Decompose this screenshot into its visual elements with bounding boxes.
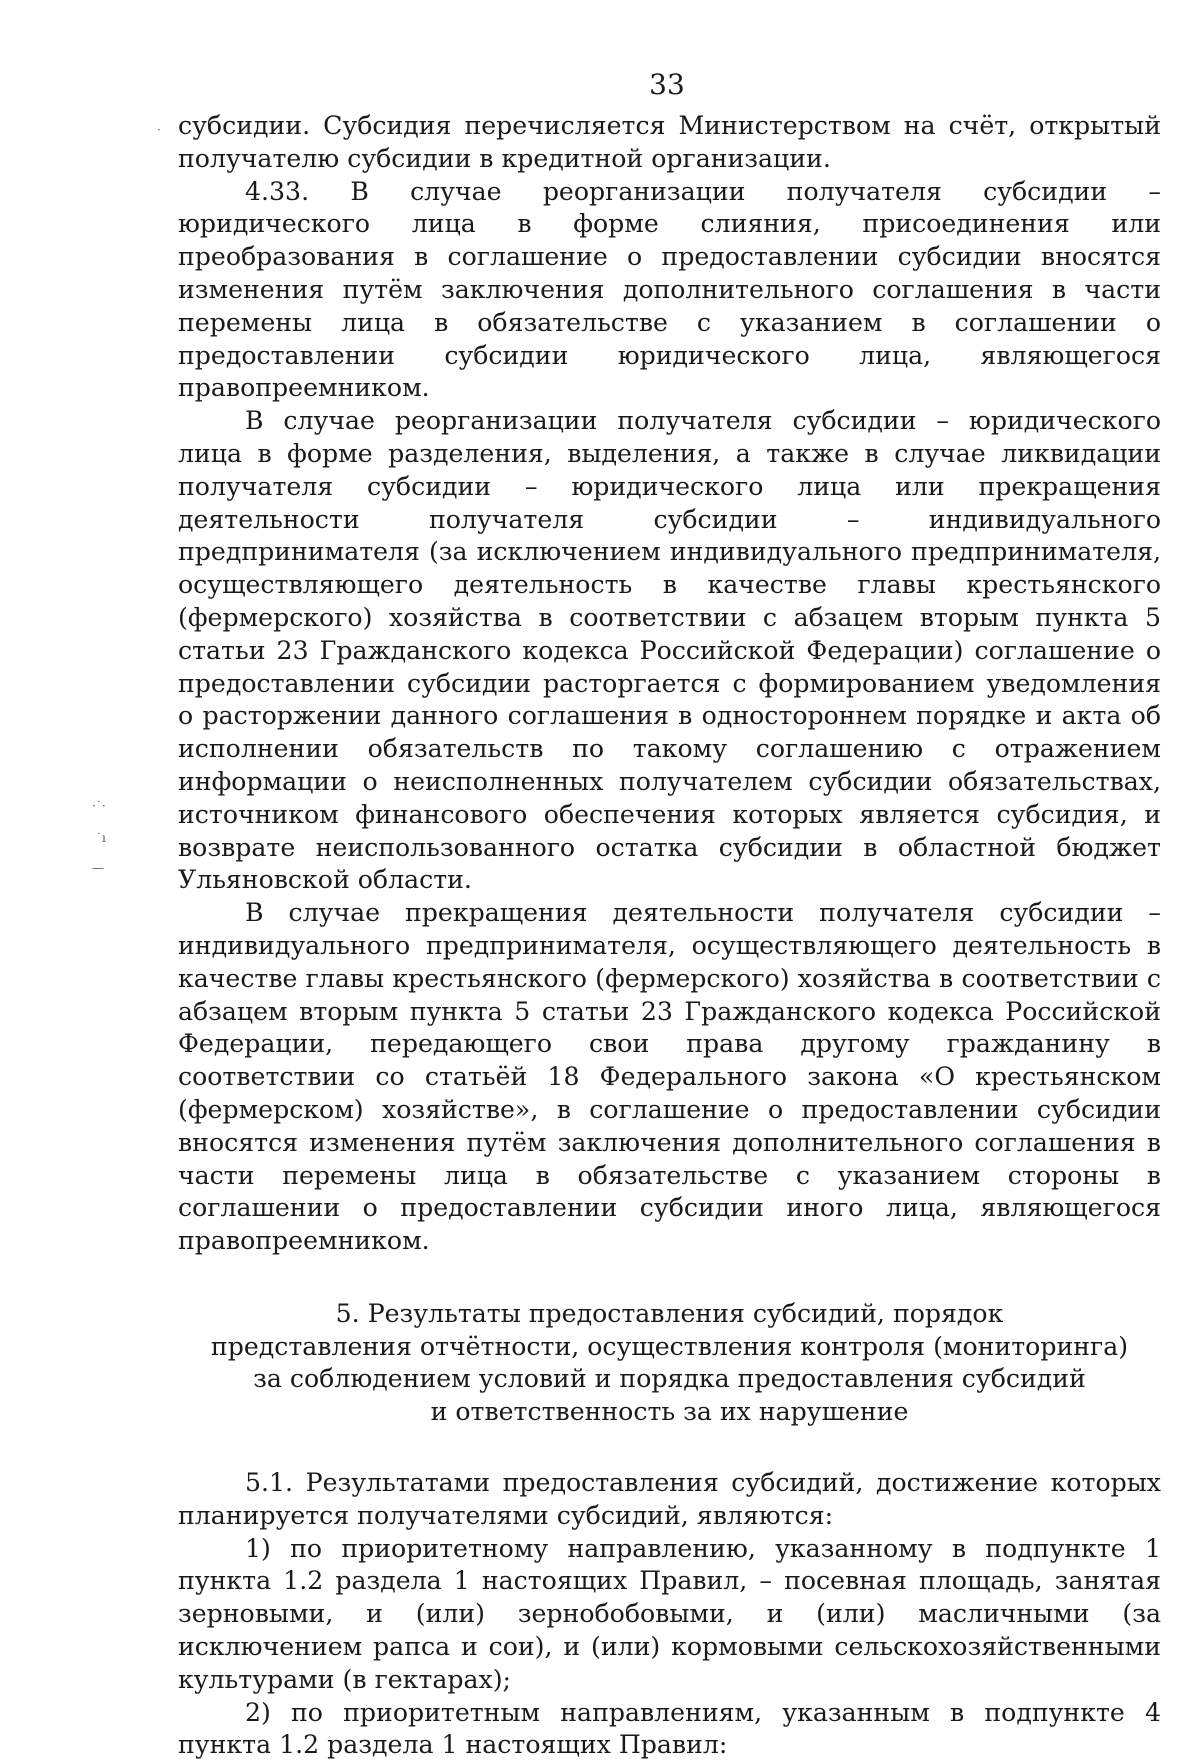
section-heading-line: и ответственность за их нарушение xyxy=(430,1397,909,1427)
scan-speck: — xyxy=(92,861,104,875)
section-heading-line: представления отчётности, осуществления контроля (мониторинга) xyxy=(210,1331,1129,1361)
scan-speck: · xyxy=(157,123,161,137)
paragraph-5-1: 5.1. Результатами предоставления субсидий, достижение которых планируется получателями субсидий, являются: xyxy=(178,1468,1161,1530)
section-5-heading xyxy=(178,1298,1161,1429)
paragraph-4-33: 4.33. В случае реорганизации получателя субсидии – юридического лица в форме слияния, присоединения или преобразования в соглашение о предоставлении субсидии вносятся изменения путём заключения дополнительного соглашения в части перемены лица в обязательстве с указанием в соглашении о предоставлении субсидии юридического лица, являющегося правопреемником. xyxy=(178,176,1161,403)
paragraph-continuation: субсидии. Субсидия перечисляется Министерством на счёт, открытый получателю субсидии в кредитной организации. xyxy=(178,111,1161,173)
list-item-1: 1) по приоритетному направлению, указанному в подпункте 1 пункта 1.2 раздела 1 настоящих Правил, – посевная площадь, занятая зерновыми, и (или) зернобобовыми, и (или) масличными (за исключением рапса и сои), и (или) кормовыми сельскохозяйственными культурами (в гектарах); xyxy=(178,1533,1161,1694)
scan-speck: ·˙· xyxy=(92,799,106,813)
scan-speck: ˙ı xyxy=(96,831,106,845)
page-number: 33 xyxy=(649,68,685,101)
paragraph-reorganization-division: В случае реорганизации получателя субсидии – юридического лица в форме разделения, выделения, а также в случае ликвидации получателя субсидии – юридического лица или прекращения деятельности получателя субсидии – индивидуального предпринимателя (за исключением индивидуального предпринимателя, осуществляющего деятельность в качестве главы крестьянского (фермерского) хозяйства в соответствии с абзацем вторым пункта 5 статьи 23 Гражданского кодекса Российской Федерации) соглашение о предоставлении субсидии расторгается с формированием уведомления о расторжении данного соглашения в одностороннем порядке и акта об исполнении обязательств по такому соглашению с отражением информации о неисполненных получателем субсидии обязательствах, источником финансового обеспечения которых является субсидия, и возврате неиспользованного остатка субсидии в областной бюджет Ульяновской области. xyxy=(178,406,1161,895)
section-heading-line: за соблюдением условий и порядка предоставления субсидий xyxy=(253,1364,1086,1394)
section-heading-line: 5. Результаты предоставления субсидий, порядок xyxy=(335,1298,1004,1328)
document-body xyxy=(178,110,1161,1762)
list-item-2: 2) по приоритетным направлениям, указанным в подпункте 4 пункта 1.2 раздела 1 настоящих Правил: xyxy=(178,1697,1161,1760)
paragraph-termination-ip: В случае прекращения деятельности получателя субсидии – индивидуального предпринимателя, осуществляющего деятельность в качестве главы крестьянского (фермерского) хозяйства в соответствии с абзацем вторым пункта 5 статьи 23 Гражданского кодекса Российской Федерации, передающего свои права другому гражданину в соответствии со статьёй 18 Федерального закона «О крестьянском (фермерском) хозяйстве», в соглашение о предоставлении субсидии вносятся изменения путём заключения дополнительного соглашения в части перемены лица в обязательстве с указанием стороны в соглашении о предоставлении субсидии иного лица, являющегося правопреемником. xyxy=(178,898,1161,1256)
